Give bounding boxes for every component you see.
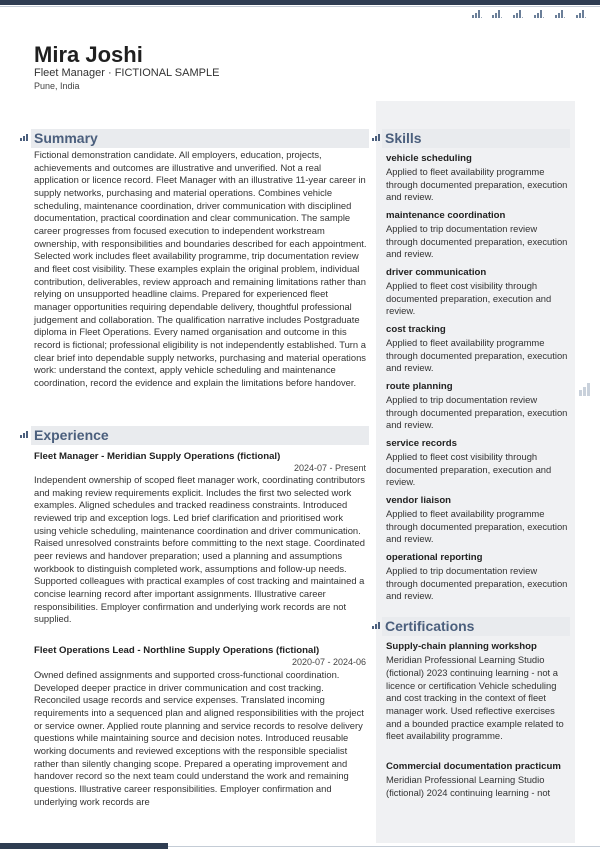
- job-title-1: Fleet Manager - Meridian Supply Operations (fictional): [34, 451, 281, 462]
- skill-description: Applied to trip documentation review through documented preparation, execution and review.: [386, 394, 568, 431]
- skill-item: [386, 153, 570, 204]
- skills-heading-text: Skills: [385, 130, 422, 146]
- skill-name: vendor liaison: [386, 495, 452, 506]
- skill-item: [386, 552, 570, 603]
- top-accent-bar: [0, 0, 600, 5]
- skill-description: Applied to fleet availability programme through documented preparation, execution and review.: [386, 337, 568, 374]
- job-description-1: Independent ownership of scoped fleet manager work, coordinating contributors and making review requirements explicit. Includes the first two selected work examples. Aligned schedules and tracked readiness constraints. Introduced reviewed trip and exception logs. Led brief clarification and prioritised work using vehicle scheduling, maintenance coordination and driver communication. Raised unresolved constraints before committing to the next stage. Coordinated peer reviews and handover preparation; used a planning and assumptions workbook to distinguish completed work, assumptions and follow-up needs. Supported colleagues with practical examples of cost tracking and maintained a concise learning record after important assignments. Illustrative career responsibilities. Employer confirmation and underlying work records are not supplied.: [34, 474, 365, 625]
- skills-heading: [382, 129, 570, 148]
- candidate-role: Fleet Manager · FICTIONAL SAMPLE: [34, 67, 220, 79]
- skills-section-icon: [372, 133, 381, 141]
- bar-chart-icon: [534, 9, 544, 18]
- bottom-accent-bar: [0, 843, 168, 849]
- certifications-heading: [382, 617, 570, 636]
- skill-description: Applied to fleet cost visibility through documented preparation, execution and review.: [386, 451, 552, 488]
- candidate-location: Pune, India: [34, 81, 80, 91]
- certification-name: Commercial documentation practicum: [386, 761, 561, 772]
- job-title-2: Fleet Operations Lead - Northline Supply Operations (fictional): [34, 645, 320, 656]
- experience-heading: [31, 426, 369, 445]
- skill-item: [386, 210, 570, 261]
- job-dates-1: 2024-07 - Present: [293, 463, 366, 473]
- certification-item: [386, 761, 566, 800]
- side-bar-chart-icon: [579, 382, 593, 396]
- bar-chart-icon: [513, 9, 523, 18]
- job-description-2: Owned defined assignments and supported cross-functional coordination. Developed deeper practice in driver communication and cost tracking. Reconciled usage records and service expenses. Translated incoming requirements into a sequenced plan and aligned responsibilities with the project or service owner. Applied route planning and service records to resolve delivery questions while maintaining source and decision notes. Introduced reusable working documents and reviewed exceptions with the responsible specialist rather than silently changing scope. Prepared a operating improvement and handover record so the next team could understand the work and remaining questions. Illustrative career responsibilities. Employer confirmation and underlying work records are: [34, 669, 364, 807]
- skill-description: Applied to fleet availability programme through documented preparation, execution and review.: [386, 508, 568, 545]
- skill-name: route planning: [386, 381, 453, 392]
- skill-name: operational reporting: [386, 552, 483, 563]
- skill-name: service records: [386, 438, 457, 449]
- skill-item: [386, 381, 570, 432]
- certification-name: Supply-chain planning workshop: [386, 641, 537, 652]
- skill-name: cost tracking: [386, 324, 446, 335]
- certifications-section-icon: [372, 621, 381, 629]
- skill-description: Applied to fleet cost visibility through documented preparation, execution and review.: [386, 280, 552, 317]
- summary-heading-text: Summary: [34, 130, 98, 146]
- summary-section-icon: [20, 133, 29, 141]
- bar-chart-icon: [555, 9, 565, 18]
- bar-chart-icon: [492, 9, 502, 18]
- candidate-name: Mira Joshi: [34, 42, 143, 67]
- skill-item: [386, 324, 570, 375]
- job-dates-2: 2020-07 - 2024-06: [291, 657, 366, 667]
- certification-description: Meridian Professional Learning Studio (fictional) 2023 continuing learning - not a licence or certification Vehicle scheduling and cost tracking in the context of fleet manager work. Used reflective exercises and a bounded practice example related to fleet availability programme.: [386, 654, 564, 742]
- skill-name: maintenance coordination: [386, 210, 506, 221]
- certification-description: Meridian Professional Learning Studio (fictional) 2024 continuing learning - not: [386, 774, 551, 799]
- skill-name: vehicle scheduling: [386, 153, 472, 164]
- experience-heading-text: Experience: [34, 427, 109, 443]
- skill-item: [386, 438, 570, 489]
- summary-heading: [31, 129, 369, 148]
- skill-description: Applied to trip documentation review through documented preparation, execution and review.: [386, 565, 568, 602]
- summary-text: Fictional demonstration candidate. All employers, education, projects, achievements and outcomes are illustrative and unverified. Not a real application or licence record. Fleet Manager with an illustrative 11-year career in supply networks, purchasing and material operations. Combines vehicle scheduling, maintenance coordination, driver communication with disciplined documentation, practical coordination and clear communication. The sample career progresses from focused execution to independent workstream ownership, with responsibilities and boundaries described for each appointment. Selected work includes fleet availability programme, trip documentation review and fleet cost visibility. These examples explain the original problem, individual contribution, deliverables, review approach and remaining limitations rather than relying on unsupported headline claims. Prepared for experienced fleet manager opportunities requiring dependable delivery, thoughtful professional judgement and collaboration. The qualification narrative includes Postgraduate diploma in Fleet Operations. Every named organisation and outcome in this record is fictional; professional eligibility is not independently established. Turn a clear brief into dependable supply networks, purchasing and material operations work: understand the context, apply vehicle scheduling and maintenance coordination, record the evidence and explain the limitations before handover.: [34, 149, 367, 388]
- bar-chart-icon: [472, 9, 482, 18]
- skill-item: [386, 267, 570, 318]
- bar-chart-icon: [576, 9, 586, 18]
- bottom-rule: [168, 846, 600, 847]
- top-rule: [0, 6, 600, 7]
- skill-name: driver communication: [386, 267, 487, 278]
- skill-description: Applied to fleet availability programme through documented preparation, execution and review.: [386, 166, 568, 203]
- certifications-heading-text: Certifications: [385, 618, 475, 634]
- experience-section-icon: [20, 430, 29, 438]
- skill-description: Applied to trip documentation review through documented preparation, execution and review.: [386, 223, 568, 260]
- certification-item: [386, 641, 570, 743]
- skill-item: [386, 495, 570, 546]
